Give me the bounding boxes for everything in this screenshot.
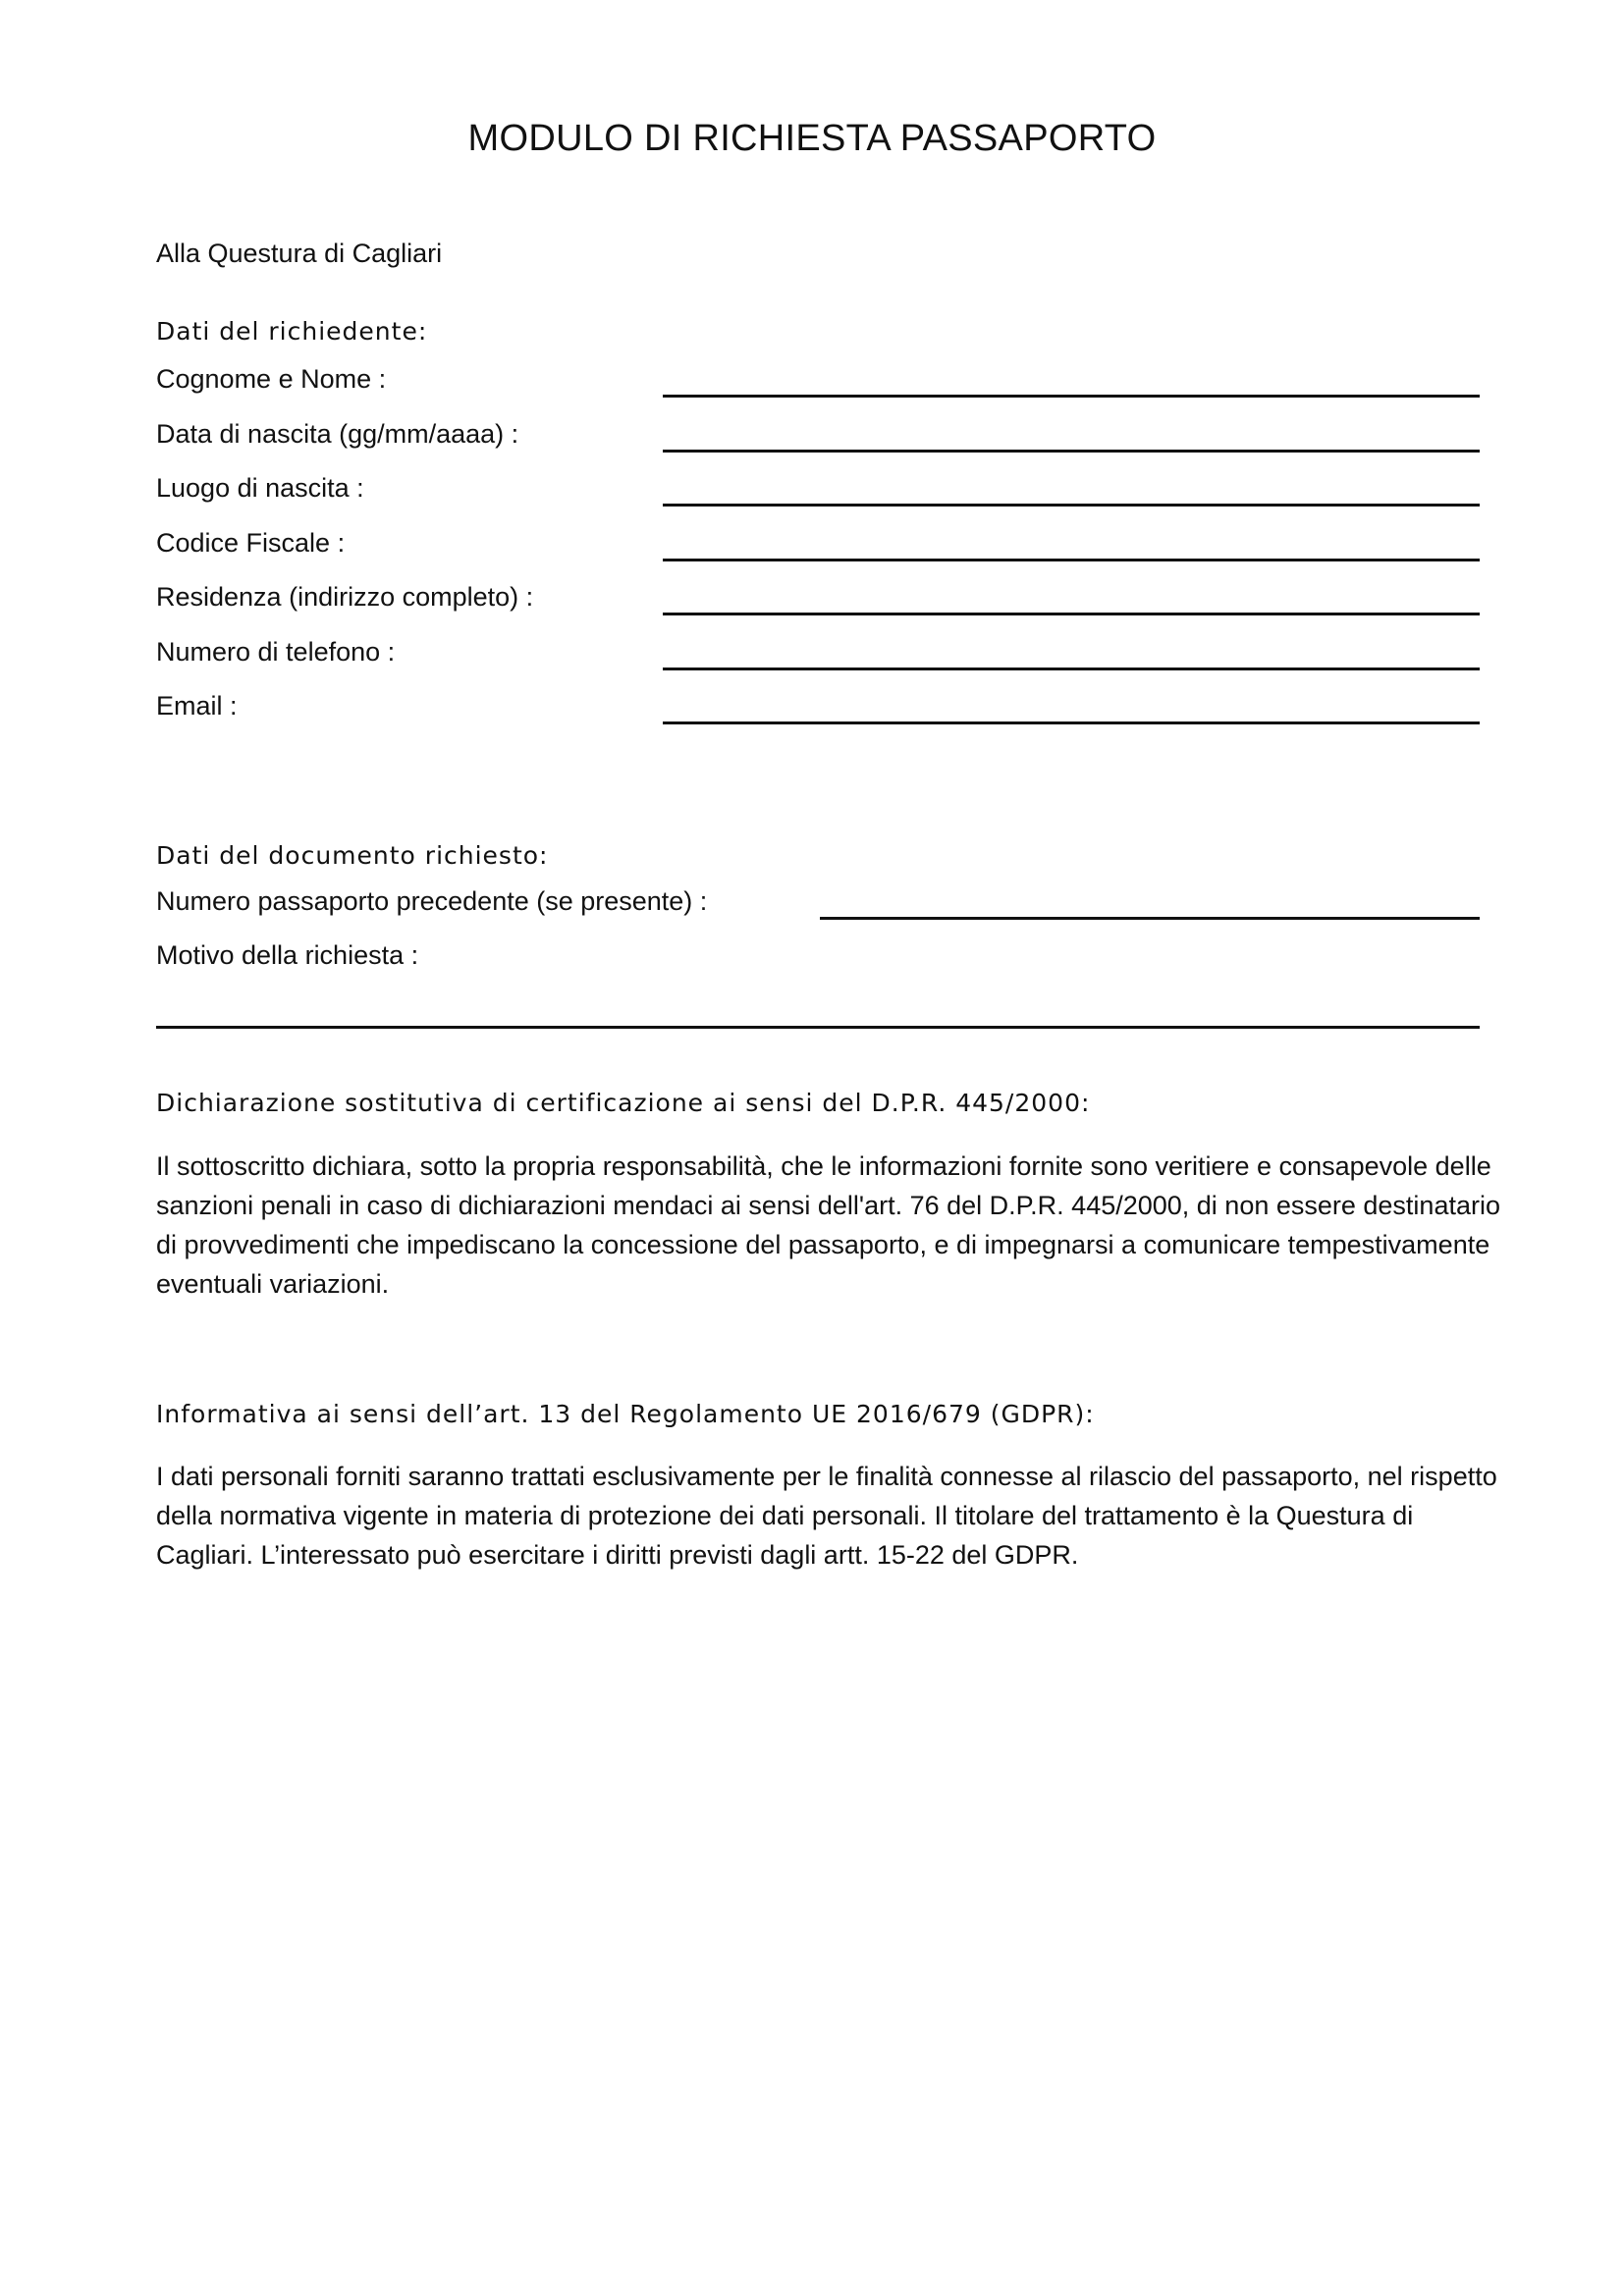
- field-label-full-name: Cognome e Nome :: [156, 364, 387, 394]
- field-input-tax-code[interactable]: [663, 559, 1480, 561]
- field-label-residence: Residenza (indirizzo completo) :: [156, 582, 534, 612]
- field-input-full-name[interactable]: [663, 395, 1480, 398]
- field-label-email: Email :: [156, 691, 238, 721]
- declaration-heading: Dichiarazione sostitutiva di certificazione ai sensi del D.P.R. 445/2000:: [156, 1089, 1091, 1117]
- field-label-birth-date: Data di nascita (gg/mm/aaaa) :: [156, 419, 519, 449]
- declaration-text: Il sottoscritto dichiara, sotto la propria responsabilità, che le informazioni fornite sono veritiere e consapevole delle sanzioni penali in caso di dichiarazioni mendaci ai sensi dell'art. 76 del D.P.R. 445/2000, di non essere destinatario di provvedimenti che impediscano la concessione del passaporto, e di impegnarsi a comunicare tempestivamente eventuali variazioni.: [156, 1151, 1500, 1299]
- field-label-birth-place: Luogo di nascita :: [156, 473, 364, 503]
- field-input-residence[interactable]: [663, 613, 1480, 615]
- recipient-line: Alla Questura di Cagliari: [156, 239, 443, 268]
- field-input-birth-date[interactable]: [663, 450, 1480, 453]
- field-input-email[interactable]: [663, 721, 1480, 724]
- field-input-request-reason[interactable]: [156, 1026, 1480, 1029]
- applicant-section-heading: Dati del richiedente:: [156, 317, 428, 346]
- form-title: MODULO DI RICHIESTA PASSAPORTO: [467, 118, 1157, 159]
- field-label-previous-passport: Numero passaporto precedente (se presente) :: [156, 886, 708, 916]
- privacy-text: I dati personali forniti saranno trattati esclusivamente per le finalità connesse al rilascio del passaporto, nel rispetto della normativa vigente in materia di protezione dei dati personali. Il titolare del trattamento è la Questura di Cagliari. L’interessato può esercitare i diritti previsti dagli artt. 15-22 del GDPR.: [156, 1462, 1497, 1570]
- field-input-birth-place[interactable]: [663, 504, 1480, 507]
- document-section-heading: Dati del documento richiesto:: [156, 841, 549, 870]
- field-label-request-reason: Motivo della richiesta :: [156, 940, 419, 970]
- field-input-previous-passport[interactable]: [820, 917, 1480, 920]
- privacy-heading: Informativa ai sensi dell’art. 13 del Regolamento UE 2016/679 (GDPR):: [156, 1400, 1095, 1428]
- field-label-tax-code: Codice Fiscale :: [156, 528, 346, 558]
- field-input-phone[interactable]: [663, 667, 1480, 670]
- field-label-phone: Numero di telefono :: [156, 637, 396, 667]
